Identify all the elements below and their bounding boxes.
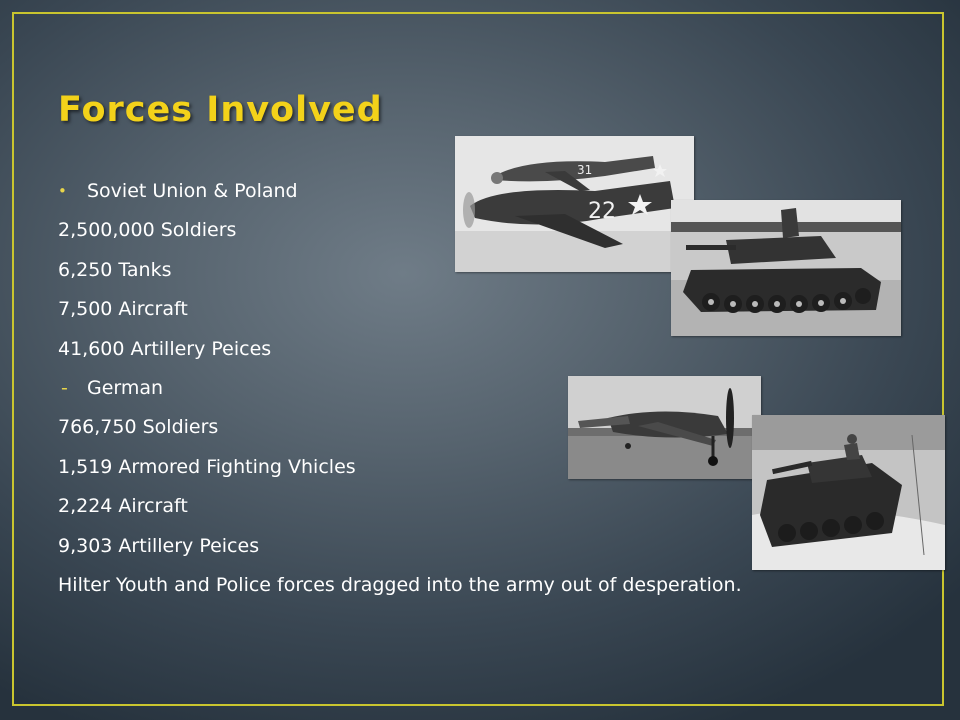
photo-german-tank	[752, 415, 945, 570]
text-line: 1,519 Armored Fighting Vhicles	[58, 455, 356, 478]
dash-item-german: - German	[58, 369, 758, 408]
bullet-soviet-union-poland: • Soviet Union & Poland	[58, 172, 758, 211]
text-line: 766,750 Soldiers	[58, 416, 219, 439]
text-line: 2,224 Aircraft	[58, 495, 188, 518]
text-line: 9,303 Artillery Peices	[58, 534, 260, 557]
text-line: 7,500 Aircraft	[58, 298, 188, 321]
photo-german-aircraft	[568, 376, 761, 479]
text-line-hitler-youth: Hilter Youth and Police forces dragged into the army out of desperation.	[58, 574, 742, 597]
slide-title: Forces Involved	[58, 90, 383, 130]
photo-soviet-planes	[455, 136, 694, 272]
text-line: 41,600 Artillery Peices	[58, 337, 272, 360]
plane-marking-22: 22	[588, 199, 616, 224]
text-line: 2,500,000 Soldiers	[58, 219, 237, 242]
text-line: 6,250 Tanks	[58, 258, 172, 281]
photo-soviet-tank	[671, 200, 901, 336]
plane-marking-31: 31	[577, 163, 593, 177]
